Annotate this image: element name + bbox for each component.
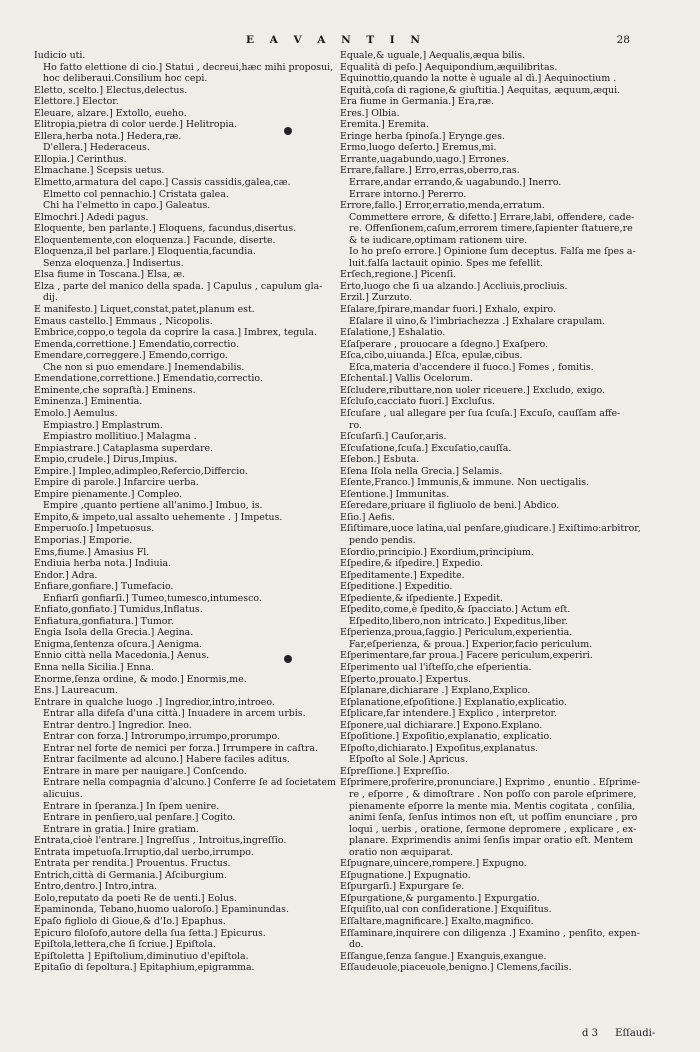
- dictionary-entry: Eſebon.] Esbuta.: [340, 454, 420, 466]
- dictionary-entry: Entrata per rendita.] Prouentus. Fructus.: [34, 858, 231, 870]
- dictionary-entry: Eſentione.] Immunitas.: [340, 488, 450, 500]
- dictionary-entry: Ellera,herba nota.] Hedera,ræ.: [34, 130, 182, 142]
- dictionary-entry: Entro,dentro.] Intro,intra.: [34, 881, 158, 893]
- dictionary-entry: Empiastro.] Emplastrum.: [43, 419, 163, 431]
- dictionary-entry: Eſſaudeuole,piaceuole,benigno.] Clemens,facilis.: [340, 962, 572, 974]
- dictionary-entry: Emolo.] Aemulus.: [34, 407, 118, 419]
- dictionary-entry: Eſente,Franco.] Immunis,& immune. Non uectigalis.: [340, 477, 590, 489]
- dictionary-entry: Epitaſio di ſepoltura.] Epitaphium,epigramma.: [34, 962, 255, 974]
- dictionary-entry: Elmetto,armatura del capo.] Cassis cassidis,galea,cæ.: [34, 177, 291, 189]
- dictionary-entry: Entrar alla difeſa d'una città.] Inuadere in arcem urbis.: [43, 708, 306, 720]
- dictionary-entry: Empito,& impeto,ual assalto uehemente . ] Impetus.: [34, 511, 283, 523]
- dictionary-entry: Iudicio uti.: [34, 50, 86, 61]
- dictionary-entry: loqui , uerbis , oratione, ſermone depromere , explicare , ex-: [349, 823, 637, 835]
- dictionary-entry: Che non si puo emendare.] Inemendabilis.: [43, 361, 245, 373]
- dictionary-entry: Eletto, scelto.] Electus,delectus.: [34, 84, 188, 96]
- dictionary-entry: Eſpoſitione.] Expoſitio,explanatio, explicatio.: [340, 731, 552, 743]
- dictionary-entry: Errare,andar errando,& uagabundo.] Inerro.: [349, 177, 562, 189]
- dictionary-entry: Equità,coſa di ragione,& giuſtitia.] Aequitas, æquum,æqui.: [340, 84, 621, 96]
- dictionary-entry: Ems,fiume.] Amasius Fl.: [34, 546, 150, 558]
- dictionary-entry: Eſpurgarſi.] Expurgare ſe.: [340, 881, 465, 893]
- dictionary-entry: Eloquentemente,con eloquenza.] Facunde, diserte.: [34, 234, 276, 246]
- dictionary-entry: Errare,fallare.] Erro,erras,oberro,ras.: [340, 165, 520, 177]
- dictionary-entry: Enfiatura,gonfiatura.] Tumor.: [34, 615, 174, 627]
- dictionary-entry: Ens.] Laureacum.: [34, 685, 118, 697]
- dictionary-entry: Eſperimentare,far proua.] Facere periculum,experiri.: [340, 650, 593, 662]
- catchword: Eſſaudi-: [615, 1028, 656, 1039]
- dictionary-entry: Eſpediente,& iſpediente.] Expedit.: [340, 592, 504, 604]
- dictionary-entry: Elsa fiume in Toscana.] Elsa, æ.: [34, 269, 186, 281]
- dictionary-entry: Eſcluſo,cacciato fuori.] Excluſus.: [340, 396, 495, 408]
- dictionary-entry: ro.: [349, 419, 362, 431]
- dictionary-entry: Errore,fallo.] Error,erratio,menda,erratum.: [340, 200, 545, 212]
- dictionary-entry: Io ho preſo errore.] Opinione ſum deceptus. Falſa me ſpes a-: [349, 246, 636, 258]
- dictionary-entry: Eleuare, alzare.] Extollo, eueho.: [34, 107, 187, 119]
- dictionary-entry: Epiſtola,lettera,che ſi ſcriue.] Epiſtola.: [34, 939, 216, 951]
- dictionary-entry: animi ſenſa, ſenſus intimos non eſt, ut poſſim enunciare , pro: [349, 812, 638, 824]
- dictionary-entry: Equalità di peſo.] Aequipondium,æquilibritas.: [340, 61, 558, 73]
- dictionary-entry: Eſſangue,ſenza ſangue.] Exanguis,exangue.: [340, 950, 547, 962]
- dictionary-entry: Eſſaltare,magnificare.] Exalto,magnifico.: [340, 916, 534, 928]
- dictionary-entry: D'ellera.] Hederaceus.: [43, 142, 150, 154]
- dictionary-entry: Entrar dentro.] Ingredior. Ineo.: [43, 719, 192, 731]
- dictionary-entry: Eſpeditione.] Expeditio.: [340, 581, 453, 593]
- dictionary-entry: Entrare in qualche luogo .] Ingredior,intro,introeo.: [34, 696, 275, 708]
- dictionary-entry: re. Offenſionem,caſum,errorem timere,ſapienter ſtatuere,re: [349, 223, 633, 235]
- dictionary-entry: Epaſo figliolo di Gioue,& d'Io.] Epaphus.: [34, 916, 226, 928]
- dictionary-entry: Entrar facilmente ad alcuno.] Habere faciles aditus.: [43, 754, 290, 766]
- dictionary-entry: luit.falſa lactauit opinio. Spes me fefellit.: [349, 257, 543, 269]
- dictionary-entry: Enfiare,gonfiare.] Tumefacio.: [34, 581, 174, 593]
- page-footer: [568, 1028, 655, 1039]
- dictionary-entry: Eſca,cibo,uiuanda.] Eſca, epulæ,cibus.: [340, 350, 523, 362]
- dictionary-entry: pendo pendis.: [349, 534, 416, 546]
- dictionary-entry: Empire.] Impleo,adimpleo,Refercio,Differcio.: [34, 465, 248, 477]
- dictionary-entry: Eſpedire,& iſpedire.] Expedio.: [340, 558, 484, 570]
- dictionary-entry: Eſpreſſione.] Expreſſio.: [340, 765, 450, 777]
- dictionary-entry: hoc deliberaui.Consilium hoc cepi.: [43, 73, 208, 85]
- dictionary-entry: Engia Isola della Grecia.] Aegina.: [34, 627, 194, 639]
- dictionary-entry: Eſpoſto,dichiarato.] Expoſitus,explanatus.: [340, 742, 539, 754]
- dictionary-entry: Elmochri.] Adedi pagus.: [34, 211, 149, 223]
- dictionary-entry: Ermo,luogo deſerto.] Eremus,mi.: [340, 142, 497, 154]
- dictionary-entry: E manifesto.] Liquet,constat,patet,planum est.: [34, 304, 255, 316]
- dictionary-entry: Empiastro mollitiuo.] Malagma .: [43, 431, 197, 443]
- dictionary-entry: Eſcuſatione,ſcuſa.] Excuſatio,cauſſa.: [340, 442, 512, 454]
- dictionary-entry: Emendatione,correttione.] Emendatio,correctio.: [34, 373, 263, 385]
- dictionary-entry: Eſplanare,dichiarare .] Explano,Explico.: [340, 685, 531, 697]
- dictionary-entry: Entrare nella compagnia d'alcuno.] Conferre ſe ad ſocietatem: [43, 777, 336, 789]
- dictionary-entry: planare. Exprimendis animi ſenſis impar oratio eſt. Mentem: [349, 835, 634, 847]
- dictionary-entry: Eſalatione,] Eshalatio.: [340, 327, 446, 339]
- dictionary-entry: Entrare in penſiero,ual penſare.] Cogito.: [43, 812, 236, 824]
- dictionary-entry: Enigma,ſentenza oſcura.] Aenigma.: [34, 638, 203, 650]
- dictionary-entry: Ho fatto elettione di cio.] Statui , decreui,hæc mihi proposui,: [43, 61, 334, 73]
- right-column: [340, 50, 666, 974]
- dictionary-entry: Emendare,correggere.] Emendo,corrigo.: [34, 350, 228, 362]
- dictionary-entry: oratio non æquiparat.: [349, 846, 454, 858]
- dictionary-entry: Embrice,coppo,o tegola da coprire la casa.] Imbrex, tegula.: [34, 327, 317, 339]
- dictionary-entry: Eſpurgatione,& purgamento.] Expurgatio.: [340, 892, 540, 904]
- dictionary-entry: Empiastrare.] Cataplasma superdare.: [34, 442, 214, 454]
- dictionary-entry: Era fiume in Germania.] Era,ræ.: [340, 96, 495, 108]
- dictionary-entry: Eſeredare,priuare il figliuolo de beni.] Abdico.: [340, 500, 560, 512]
- dictionary-entry: & te iudicare,optimam rationem uire.: [349, 234, 528, 246]
- dictionary-entry: Chi ha l'elmetto in capo.] Galeatus.: [43, 200, 211, 212]
- dictionary-entry: Eres.] Olbia.: [340, 107, 400, 119]
- dictionary-entry: Errare intorno.] Pererro.: [349, 188, 467, 200]
- page-number: 28: [616, 34, 630, 46]
- dictionary-entry: re , eſporre , & dimoſtrare . Non poſſo con parole eſprimere,: [349, 789, 637, 800]
- dictionary-entry: Enfiato,gonfiato.] Tumidus,Inflatus.: [34, 604, 203, 616]
- dictionary-entry: Epaminonda, Tebano,huomo ualoroſo.] Epaminundas.: [34, 904, 289, 916]
- dictionary-entry: Ellopia.] Cerinthus.: [34, 153, 127, 165]
- dictionary-entry: Elitropia,pietra di color uerde.] Helitropia.: [34, 119, 238, 131]
- dictionary-entry: Entrata impetuoſa.Irruptio,dal uerbo,irrumpo.: [34, 846, 254, 858]
- dictionary-entry: do.: [349, 939, 364, 951]
- dictionary-entry: Eſordio,principio.] Exordium,principium.: [340, 546, 534, 558]
- dictionary-entry: Empire ,quanto pertiene all'animo.] Imbuo, is.: [43, 500, 263, 512]
- dictionary-entry: Ennio città nella Macedonia.] Aenus.: [34, 650, 210, 662]
- dictionary-entry: Eſperto,prouato.] Expertus.: [340, 673, 472, 685]
- dictionary-entry: Eſpoſto al Sole.] Apricus.: [349, 754, 468, 766]
- dictionary-entry: Endiuia herba nota.] Indiuia.: [34, 558, 172, 570]
- dictionary-entry: Entrata,cioè l'entrare.] Ingreſſus , Introitus,ingreſſio.: [34, 835, 287, 847]
- dictionary-entry: Eloquenza,il bel parlare.] Eloquentia,facundia.: [34, 246, 256, 258]
- dictionary-entry: Emporias.] Emporie.: [34, 534, 133, 546]
- dictionary-entry: Erzil.] Zurzuto.: [340, 292, 413, 304]
- running-head: [0, 34, 700, 50]
- dictionary-entry: Entrare in mare per nauigare.] Conſcendo.: [43, 765, 247, 777]
- dictionary-entry: Eſcuſare , ual allegare per ſua ſcuſa.] Excuſo, cauſſam affe-: [340, 407, 621, 419]
- dictionary-entry: Enorme,ſenza ordine, & modo.] Enormis,me.: [34, 673, 247, 685]
- dictionary-entry: Enfiarſi gonfiarſi.] Tumeo,tumesco,intumesco.: [43, 592, 262, 604]
- dictionary-entry: Eſpugnare,uincere,rompere.] Expugno.: [340, 858, 527, 870]
- dictionary-entry: Erſech,regione.] Picenſi.: [340, 269, 457, 281]
- dictionary-entry: Eloquente, ben parlante.] Eloquens, facundus,disertus.: [34, 223, 297, 235]
- dictionary-entry: pienamente eſporre la mente mia. Mentis cogitata , conſilia,: [349, 800, 636, 812]
- dictionary-entry: Endor.] Adra.: [34, 569, 98, 581]
- dictionary-entry: Empire pienamente.] Compleo.: [34, 488, 183, 500]
- dictionary-entry: Entrare in ſperanza.] In ſpem uenire.: [43, 800, 220, 812]
- dictionary-entry: Eſcludere,ributtare,non uoler riceuere.] Excludo, exigo.: [340, 384, 606, 396]
- ink-blot: [284, 127, 292, 135]
- dictionary-entry: Errante,uagabundo,uago.] Errones.: [340, 153, 510, 165]
- dictionary-entry: Erto,luogo che ſi ua alzando.] Accliuis,procliuis.: [340, 280, 568, 292]
- dictionary-entry: Eſprimere,proferire,pronunciare.] Exprimo , enuntio . Eſprime-: [340, 777, 641, 789]
- signature-mark: d 3: [582, 1028, 598, 1039]
- ink-blot: [284, 655, 292, 663]
- dictionary-entry: Emaus castello.] Emmaus , Nicopolis.: [34, 315, 213, 327]
- dictionary-entry: Eremita.] Eremita.: [340, 119, 429, 131]
- dictionary-entry: Eſperienza,proua,ſaggio.] Periculum,experientia.: [340, 627, 573, 639]
- dictionary-entry: Eolo,reputato da poeti Re de uenti.] Eolus.: [34, 892, 237, 904]
- dictionary-entry: Eſplanatione,eſpoſitione.] Explanatio,explicatio.: [340, 696, 567, 708]
- dictionary-entry: Elza , parte del manico della spada. ] Capulus , capulum gla-: [34, 280, 323, 292]
- dictionary-entry: Elettore.] Elector.: [34, 96, 119, 108]
- dictionary-entry: Empio,crudele.] Dirus,Impius.: [34, 454, 178, 466]
- dictionary-entry: Elmetto col pennachio.] Cristata galea.: [43, 188, 229, 200]
- dictionary-entry: Eſſaminare,inquirere con diligenza .] Examino , penſito, expen-: [340, 927, 640, 939]
- dictionary-entry: Entrar con forza.] Introrumpo,irrumpo,prorumpo.: [43, 731, 281, 743]
- dictionary-entry: Eſpugnatione.] Expugnatio.: [340, 869, 471, 881]
- left-column: [34, 50, 342, 974]
- dictionary-entry: dij.: [43, 292, 58, 304]
- dictionary-entry: Eſchental.] Vallis Ocelorum.: [340, 373, 473, 385]
- dictionary-entry: Eſiſtimare,uoce latina,ual penſare,giudicare.] Exiſtimo:arbitror,: [340, 523, 641, 535]
- dictionary-entry: Equinottio,quando la notte è uguale al dì.] Aequinoctium .: [340, 73, 617, 85]
- dictionary-entry: Senza eloquenza.] Indisertus.: [43, 257, 184, 269]
- dictionary-entry: Enna nella Sicilia.] Enna.: [34, 661, 155, 673]
- dictionary-entry: Eſalare il uino,& l'imbriachezza .] Exhalare crapulam.: [349, 315, 606, 327]
- dictionary-entry: Eſio.] Aefis.: [340, 511, 395, 523]
- dictionary-entry: Eſaſperare , prouocare a ſdegno.] Exaſpero.: [340, 338, 549, 350]
- dictionary-entry: Entrich,città di Germania.] Aſciburgium.: [34, 869, 227, 881]
- dictionary-entry: Eſca,materia d'accendere il fuoco.] Fomes , fomitis.: [349, 361, 594, 373]
- dictionary-entry: Eminenza.] Eminentia.: [34, 396, 143, 408]
- dictionary-entry: Empire di parole.] Infarcire uerba.: [34, 477, 199, 489]
- dictionary-entry: Commettere errore, & difetto.] Errare,labi, offendere, cade-: [349, 211, 635, 223]
- dictionary-entry: Entrar nel forte de nemici per forza.] Irrumpere in caſtra.: [43, 742, 318, 754]
- dictionary-entry: Elmachane.] Scepsis uetus.: [34, 165, 165, 177]
- dictionary-entry: Eſperimento ual l'iſteſſo,che eſperientia.: [340, 661, 532, 673]
- dictionary-entry: Entrare in gratia.] Inire gratiam.: [43, 823, 199, 835]
- dictionary-entry: Epicuro filoſofo,autore della ſua ſetta.] Epicurus.: [34, 927, 266, 939]
- dictionary-entry: Eſplicare,far intendere.] Explico , interpretor.: [340, 708, 557, 720]
- dictionary-entry: Eſpedito,libero,non intricato.] Expeditus,liber.: [349, 615, 568, 627]
- dictionary-entry: Eſena Iſola nella Grecia.] Selamis.: [340, 465, 503, 477]
- dictionary-entry: Eſpeditamente.] Expedite.: [340, 569, 465, 581]
- dictionary-entry: Eſpedito,come,è ſpedito,& ſpacciato.] Actum eſt.: [340, 604, 571, 616]
- dictionary-entry: Eſquiſito,ual con conſideratione.] Exquiſitus.: [340, 904, 552, 916]
- dictionary-entry: Equale,& uguale,] Aequalis,æqua bilis.: [340, 50, 526, 61]
- dictionary-entry: Far,eſperienza, & proua.] Experior,facio periculum.: [349, 638, 593, 650]
- dictionary-entry: Eringe herba ſpinoſa.] Erynge.ges.: [340, 130, 505, 142]
- dictionary-entry: Eminente,che sopraſtà.] Eminens.: [34, 384, 196, 396]
- dictionary-entry: Eſponere,ual dichiarare.] Expono.Explano.: [340, 719, 543, 731]
- dictionary-entry: Emenda,correttione.] Emendatio,correctio.: [34, 338, 239, 350]
- dictionary-entry: Epiſtoletta ] Epiſtolium,diminutiuo d'epiſtola.: [34, 950, 249, 962]
- dictionary-entry: Emperuoſo.] Impetuosus.: [34, 523, 155, 535]
- dictionary-entry: alicuius.: [43, 789, 83, 800]
- dictionary-entry: Eſalare,ſpirare,mandar fuori.] Exhalo, expiro.: [340, 304, 557, 316]
- running-head-title: E A V A N T I N: [246, 34, 426, 46]
- dictionary-entry: Eſcuſarſi.] Cauſor,aris.: [340, 431, 447, 443]
